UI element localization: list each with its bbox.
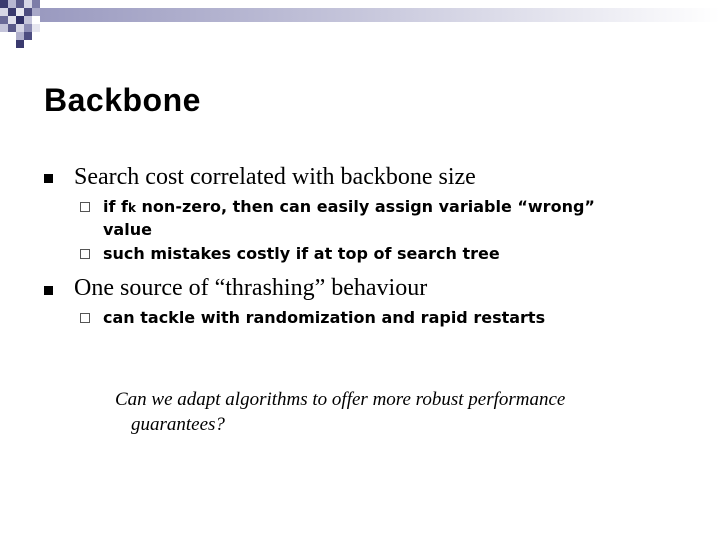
bullet-text: Search cost correlated with backbone size [74,164,476,190]
text-before: if f [103,197,128,216]
square-bullet-icon [44,286,53,295]
sub-bullet-text [103,196,643,240]
hollow-square-bullet-icon [80,202,90,212]
question-line-1: Can we adapt algorithms to offer more robust performance [115,389,566,410]
square-bullet-icon [44,174,53,183]
bullet-text: One source of “thrashing” behaviour [74,275,428,301]
header-decoration [0,0,720,50]
sub-bullet-text: such mistakes costly if at top of search tree [103,244,500,263]
slide-title: Backbone [44,82,201,118]
hollow-square-bullet-icon [80,249,90,259]
hollow-square-bullet-icon [80,313,90,323]
text-after: non-zero, then can easily assign variable “wrong” value [103,197,595,239]
subscript-k: k [127,201,136,215]
closing-question [115,387,615,437]
sub-bullet-text: can tackle with randomization and rapid restarts [103,308,546,327]
question-line-2: guarantees? [131,414,225,435]
checker-squares [0,0,40,48]
